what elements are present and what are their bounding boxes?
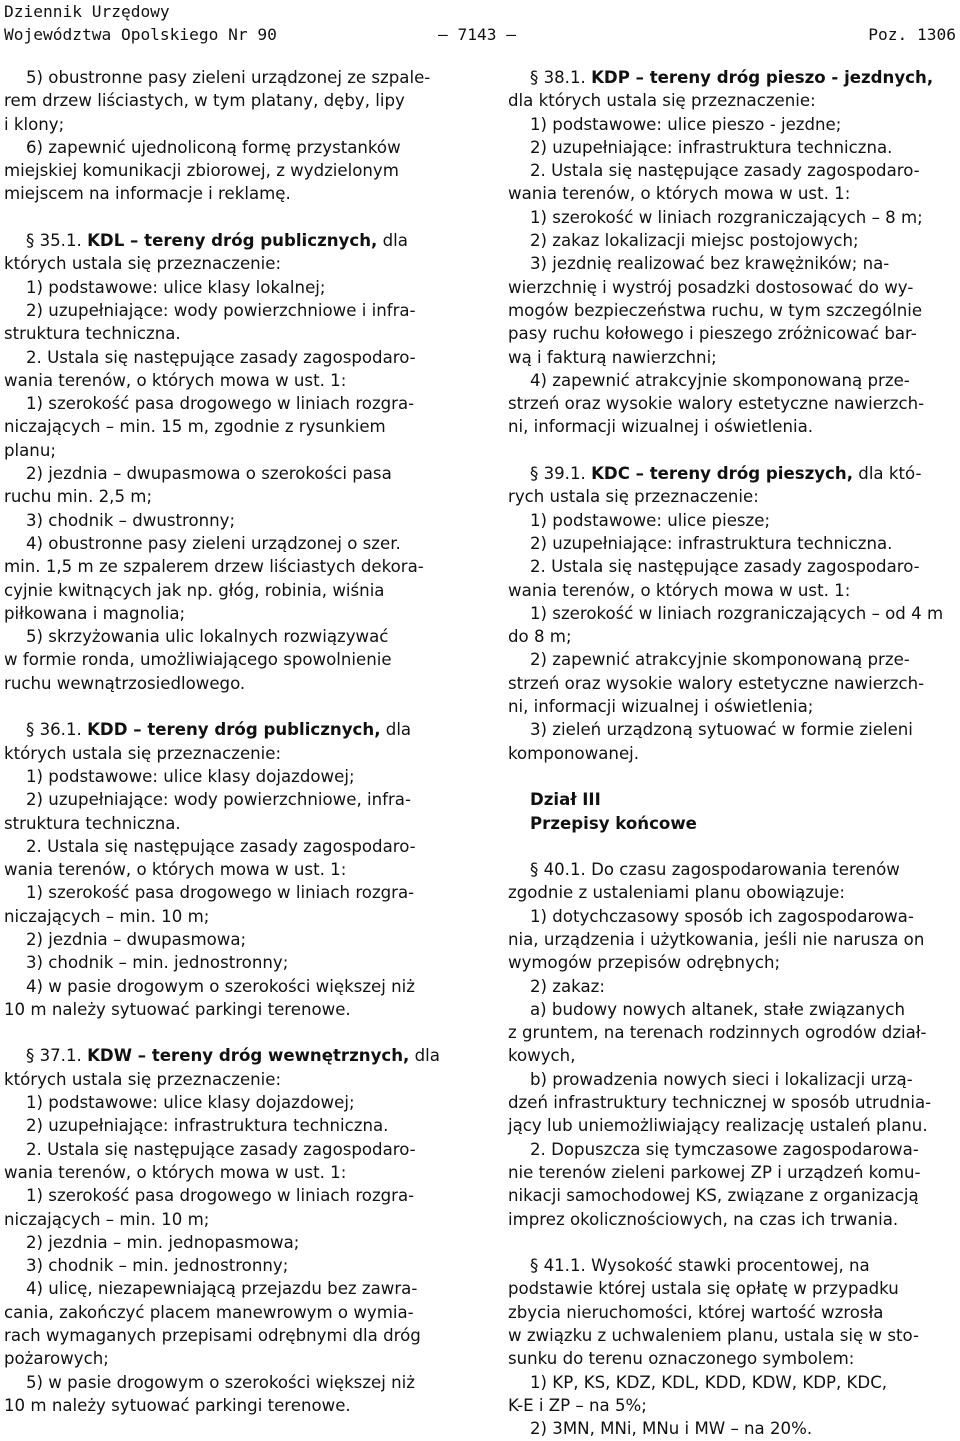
paragraph: 2) jezdnia – dwupasmowa o szerokości pasa ruchu min. 2,5 m; bbox=[4, 464, 392, 507]
paragraph: 2. Ustala się następujące zasady zagospodaro- wania terenów, o których mowa w ust. 1: bbox=[4, 347, 416, 390]
section-number: § 36.1. bbox=[26, 720, 82, 740]
paragraph: 6) zapewnić ujednoliconą formę przystanków miejskiej komunikacji zbiorowej, z wydzielonym miejscem na informacje i reklamę. bbox=[4, 137, 401, 204]
paragraph: 2) 3MN, MNi, MNu i MW – na 20%. bbox=[530, 1419, 813, 1439]
paragraph: 1) szerokość w liniach rozgraniczających – od 4 m do 8 m; bbox=[508, 603, 944, 647]
section-number: § 39.1. bbox=[530, 464, 586, 484]
paragraph: 2) uzupełniające: infrastruktura techniczna. bbox=[26, 1116, 389, 1136]
section-41-heading: § 41.1. Wysokość stawki procentowej, na podstawie której ustala się opłatę w przypadku zbycia nieruchomości, której wartość wzrosła w związku z uchwaleniem planu, ustala się w sto- sunku do terenu oznaczonego symbolem: bbox=[508, 1256, 919, 1369]
paragraph: 1) podstawowe: ulice klasy dojazdowej; bbox=[26, 766, 355, 786]
paragraph: 2) uzupełniające: wody powierzchniowe, infra- struktura techniczna. bbox=[4, 790, 411, 833]
paragraph: 3) chodnik – min. jednostronny; bbox=[26, 1256, 289, 1276]
paragraph: a) budowy nowych altanek, stałe związanych z gruntem, na terenach rodzinnych ogrodów dział- kowych, bbox=[508, 999, 927, 1066]
paragraph: 2) jezdnia – dwupasmowa; bbox=[26, 929, 247, 949]
paragraph: 4) w pasie drogowym o szerokości większej niż 10 m należy sytuować parkingi terenowe. bbox=[4, 976, 415, 1019]
paragraph: 1) podstawowe: ulice pieszo - jezdne; bbox=[530, 114, 842, 134]
chapter-label: Dział III bbox=[530, 790, 601, 810]
paragraph: 1) szerokość w liniach rozgraniczających – 8 m; bbox=[530, 207, 923, 227]
paragraph: 4) ulicę, niezapewniającą przejazdu bez zawra- cania, zakończyć placem manewrowym o wymia- rach wymaganych przepisami odrębnymi dla dróg pożarowych; bbox=[4, 1279, 421, 1369]
page-header bbox=[4, 0, 956, 46]
position-number: Poz. 1306 bbox=[868, 25, 956, 44]
paragraph: 2) zakaz lokalizacji miejsc postojowych; bbox=[530, 231, 859, 251]
section-number: § 37.1. bbox=[26, 1046, 82, 1066]
section-35-heading: § 35.1. KDL – tereny dróg publicznych, dla których ustala się przeznaczenie: bbox=[4, 231, 408, 274]
paragraph: 3) jezdnię realizować bez krawężników; na- wierzchnię i wystrój posadzki dostosować do wy- mogów bezpieczeństwa ruchu, w tym szczególnie pasy ruchu kołowego i pieszego zróżnicować bar- wą i fakturą nawierzchni; bbox=[508, 254, 923, 367]
section-37-heading: § 37.1. KDW – tereny dróg wewnętrznych, dla których ustala się przeznaczenie: bbox=[4, 1046, 440, 1089]
paragraph: 1) podstawowe: ulice klasy lokalnej; bbox=[26, 277, 326, 297]
section-title: KDD – tereny dróg publicznych, bbox=[87, 720, 381, 740]
paragraph: 5) skrzyżowania ulic lokalnych rozwiązywać w formie ronda, umożliwiającego spowolnienie ruchu wewnątrzosiedlowego. bbox=[4, 627, 392, 693]
paragraph: 2. Ustala się następujące zasady zagospodaro- wania terenów, o których mowa w ust. 1: bbox=[4, 836, 416, 880]
paragraph: 1) dotychczasowy sposób ich zagospodarowa- nia, urządzenia i użytkowania, jeśli nie narusza on wymogów przepisów odrębnych; bbox=[508, 906, 925, 973]
page-number: – 7143 – bbox=[438, 25, 516, 44]
paragraph: b) prowadzenia nowych sieci i lokalizacji urzą- dzeń infrastruktury technicznej w sposób utrudnia- jący lub uniemożliwiający realizację ustaleń planu. bbox=[508, 1069, 932, 1136]
paragraph: 1) podstawowe: ulice piesze; bbox=[530, 510, 771, 530]
right-column bbox=[508, 66, 958, 1441]
paragraph: 2) uzupełniające: infrastruktura techniczna. bbox=[530, 137, 893, 157]
section-title: KDL – tereny dróg publicznych, bbox=[87, 231, 378, 251]
paragraph: 5) w pasie drogowym o szerokości większej niż 10 m należy sytuować parkingi terenowe. bbox=[4, 1372, 415, 1415]
paragraph: 1) szerokość pasa drogowego w liniach rozgra- niczających – min. 15 m, zgodnie z rysunkiem planu; bbox=[4, 394, 415, 460]
paragraph: 3) chodnik – dwustronny; bbox=[26, 510, 236, 530]
paragraph: 2) jezdnia – min. jednopasmowa; bbox=[26, 1232, 300, 1252]
paragraph: 5) obustronne pasy zieleni urządzonej ze szpale- rem drzew liściastych, w tym platany, dęby, lipy i klony; bbox=[4, 68, 431, 134]
section-40-heading: § 40.1. Do czasu zagospodarowania terenów zgodnie z ustaleniami planu obowiązuje: bbox=[508, 860, 900, 903]
paragraph: 2. Ustala się następujące zasady zagospodaro- wania terenów, o których mowa w ust. 1: bbox=[508, 557, 920, 600]
section-title: KDC – tereny dróg pieszych, bbox=[591, 464, 854, 484]
paragraph: 2. Ustala się następujące zasady zagospodaro- wania terenów, o których mowa w ust. 1: bbox=[4, 1139, 416, 1182]
paragraph: 1) szerokość pasa drogowego w liniach rozgra- niczających – min. 10 m; bbox=[4, 1186, 415, 1229]
paragraph: 2) uzupełniające: wody powierzchniowe i infra- struktura techniczna. bbox=[4, 300, 416, 344]
section-number: § 38.1. bbox=[530, 68, 586, 87]
section-title: KDP – tereny dróg pieszo - jezdnych, bbox=[591, 68, 934, 87]
paragraph: 2. Dopuszcza się tymczasowe zagospodarowa- nie terenów zieleni parkowej ZP i urządzeń komu- nikacji samochodowej KS, związane z organizacją imprez okolicznościowych, na czas ich trwania. bbox=[508, 1139, 921, 1229]
left-column bbox=[4, 66, 453, 1417]
paragraph: 2) zakaz: bbox=[530, 976, 605, 996]
paragraph: 1) podstawowe: ulice klasy dojazdowej; bbox=[26, 1093, 355, 1113]
paragraph: 1) KP, KS, KDZ, KDL, KDD, KDW, KDP, KDC, K-E i ZP – na 5%; bbox=[508, 1372, 888, 1415]
journal-title: Dziennik Urzędowy bbox=[4, 2, 170, 21]
paragraph: 4) zapewnić atrakcyjnie skomponowaną prze- strzeń oraz wysokie walory estetyczne nawierzch- ni, informacji wizualnej i oświetlenia. bbox=[508, 370, 925, 437]
section-number: § 35.1. bbox=[26, 231, 82, 251]
paragraph: 1) szerokość pasa drogowego w liniach rozgra- niczających – min. 10 m; bbox=[4, 883, 415, 926]
section-36-heading: § 36.1. KDD – tereny dróg publicznych, dla których ustala się przeznaczenie: bbox=[4, 720, 412, 763]
chapter-title: Przepisy końcowe bbox=[530, 813, 697, 833]
section-39-heading: § 39.1. KDC – tereny dróg pieszych, dla któ- rych ustala się przeznaczenie: bbox=[508, 464, 922, 507]
paragraph: 2) zapewnić atrakcyjnie skomponowaną prze- strzeń oraz wysokie walory estetyczne nawierzch- ni, informacji wizualnej i oświetlenia; bbox=[508, 650, 925, 717]
paragraph: 4) obustronne pasy zieleni urządzonej o szer. min. 1,5 m ze szpalerem drzew liściastych dekora- cyjnie kwitnących jak np. głóg, robinia, wiśnia piłkowana i magnolia; bbox=[4, 533, 424, 623]
paragraph: 3) zieleń urządzoną sytuować w formie zieleni komponowanej. bbox=[508, 720, 913, 763]
paragraph: 2. Ustala się następujące zasady zagospodaro- wania terenów, o których mowa w ust. 1: bbox=[508, 161, 920, 204]
section-38-heading: § 38.1. KDP – tereny dróg pieszo - jezdnych, dla których ustala się przeznaczenie: bbox=[508, 68, 934, 111]
paragraph: 3) chodnik – min. jednostronny; bbox=[26, 953, 289, 973]
paragraph: 2) uzupełniające: infrastruktura techniczna. bbox=[530, 533, 893, 553]
section-title: KDW – tereny dróg wewnętrznych, bbox=[87, 1046, 410, 1066]
journal-region: Województwa Opolskiego Nr 90 bbox=[4, 25, 277, 44]
